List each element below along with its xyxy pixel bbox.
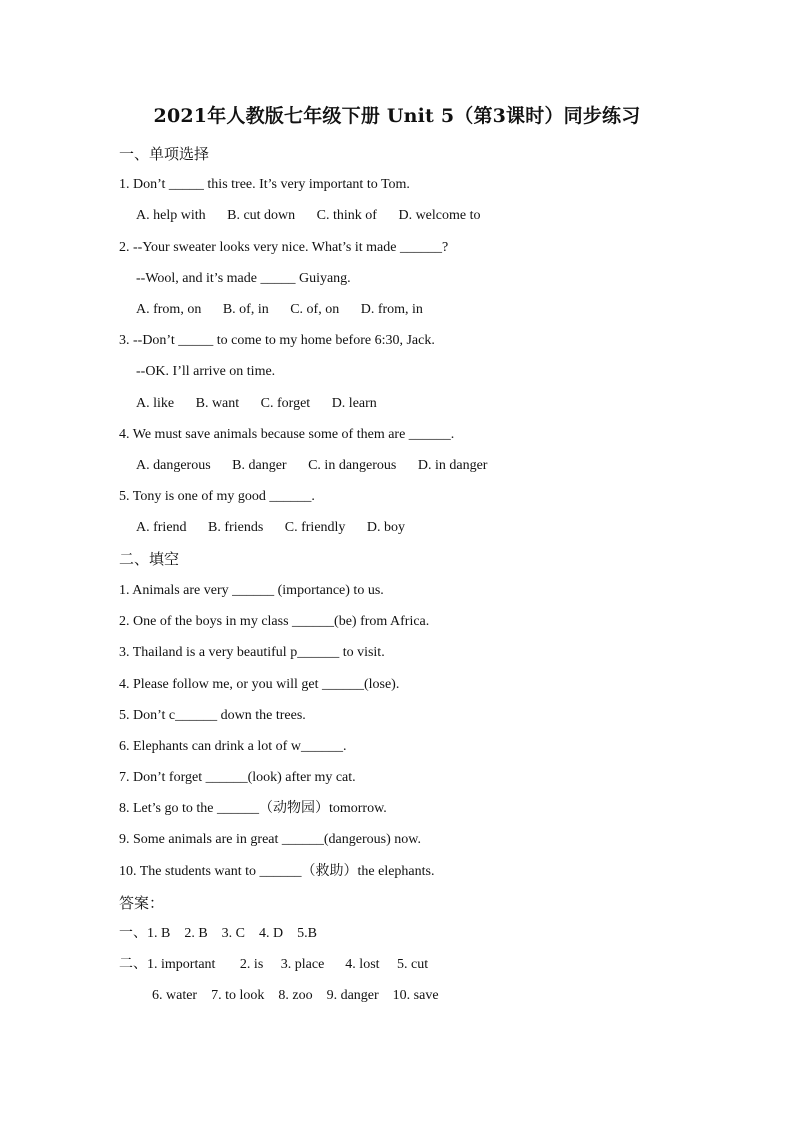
q1-option-c: C. think of — [316, 208, 377, 223]
q5-option-b: B. friends — [208, 520, 264, 535]
answers-part2-line2: 6. water 7. to look 8. zoo 9. danger 10. save — [152, 988, 439, 1003]
q2-stem: 2. --Your sweater looks very nice. What’s it made ______? — [119, 240, 449, 255]
q3-option-c: C. forget — [260, 396, 311, 411]
q1-option-b: B. cut down — [227, 208, 296, 223]
q5-options — [136, 519, 423, 537]
q4-option-c: C. in dangerous — [308, 458, 397, 473]
q4-stem: 4. We must save animals because some of them are ______. — [119, 427, 455, 442]
q2-option-b: B. of, in — [222, 302, 269, 317]
fill-item: 5. Don’t c______ down the trees. — [119, 708, 306, 723]
q3-option-d: D. learn — [331, 396, 377, 411]
q5-stem: 5. Tony is one of my good ______. — [119, 489, 315, 504]
fill-item: 1. Animals are very ______ (importance) to us. — [119, 583, 384, 598]
answers-part1: 一、1. B 2. B 3. C 4. D 5.B — [119, 926, 317, 941]
q2-option-c: C. of, on — [290, 302, 340, 317]
q5-option-c: C. friendly — [284, 520, 346, 535]
q2-option-a: A. from, on — [136, 302, 202, 317]
fill-item: 7. Don’t forget ______(look) after my cat. — [119, 770, 356, 785]
fill-item: 2. One of the boys in my class ______(be) from Africa. — [119, 614, 430, 629]
q2-options — [136, 301, 441, 319]
q4-option-a: A. dangerous — [136, 458, 211, 473]
q3-option-a: A. like — [136, 396, 175, 411]
page-title: 2021年人教版七年级下册 Unit 5（第3课时）同步练习 — [153, 105, 641, 127]
q5-option-d: D. boy — [366, 520, 406, 535]
fill-item: 3. Thailand is a very beautiful p______ to visit. — [119, 645, 385, 660]
section2-heading: 二、填空 — [119, 550, 180, 568]
q3-option-b: B. want — [195, 396, 240, 411]
fill-item: 8. Let’s go to the ______（动物园）tomorrow. — [119, 801, 387, 816]
q4-option-d: D. in danger — [417, 458, 488, 473]
fill-item: 9. Some animals are in great ______(dangerous) now. — [119, 832, 421, 847]
q1-stem: 1. Don’t _____ this tree. It’s very important to Tom. — [119, 177, 410, 192]
q1-options — [136, 207, 498, 225]
fill-item: 6. Elephants can drink a lot of w______. — [119, 739, 347, 754]
q4-option-b: B. danger — [232, 458, 287, 473]
q5-option-a: A. friend — [136, 520, 187, 535]
fill-item: 4. Please follow me, or you will get ______(lose). — [119, 677, 400, 692]
q4-options — [136, 457, 505, 475]
q1-option-a: A. help with — [136, 208, 206, 223]
q1-option-d: D. welcome to — [398, 208, 481, 223]
q3-stem: 3. --Don’t _____ to come to my home before 6:30, Jack. — [119, 333, 435, 348]
answers-part2-line1: 二、1. important 2. is 3. place 4. lost 5. cut — [119, 957, 429, 972]
q3-options — [136, 395, 395, 413]
q3-reply: --OK. I’ll arrive on time. — [136, 364, 276, 379]
section1-heading: 一、单项选择 — [119, 145, 210, 163]
q2-option-d: D. from, in — [360, 302, 423, 317]
answers-heading: 答案： — [119, 894, 165, 912]
fill-item: 10. The students want to ______（救助）the elephants. — [119, 864, 435, 879]
q2-reply: --Wool, and it’s made _____ Guiyang. — [136, 271, 351, 286]
